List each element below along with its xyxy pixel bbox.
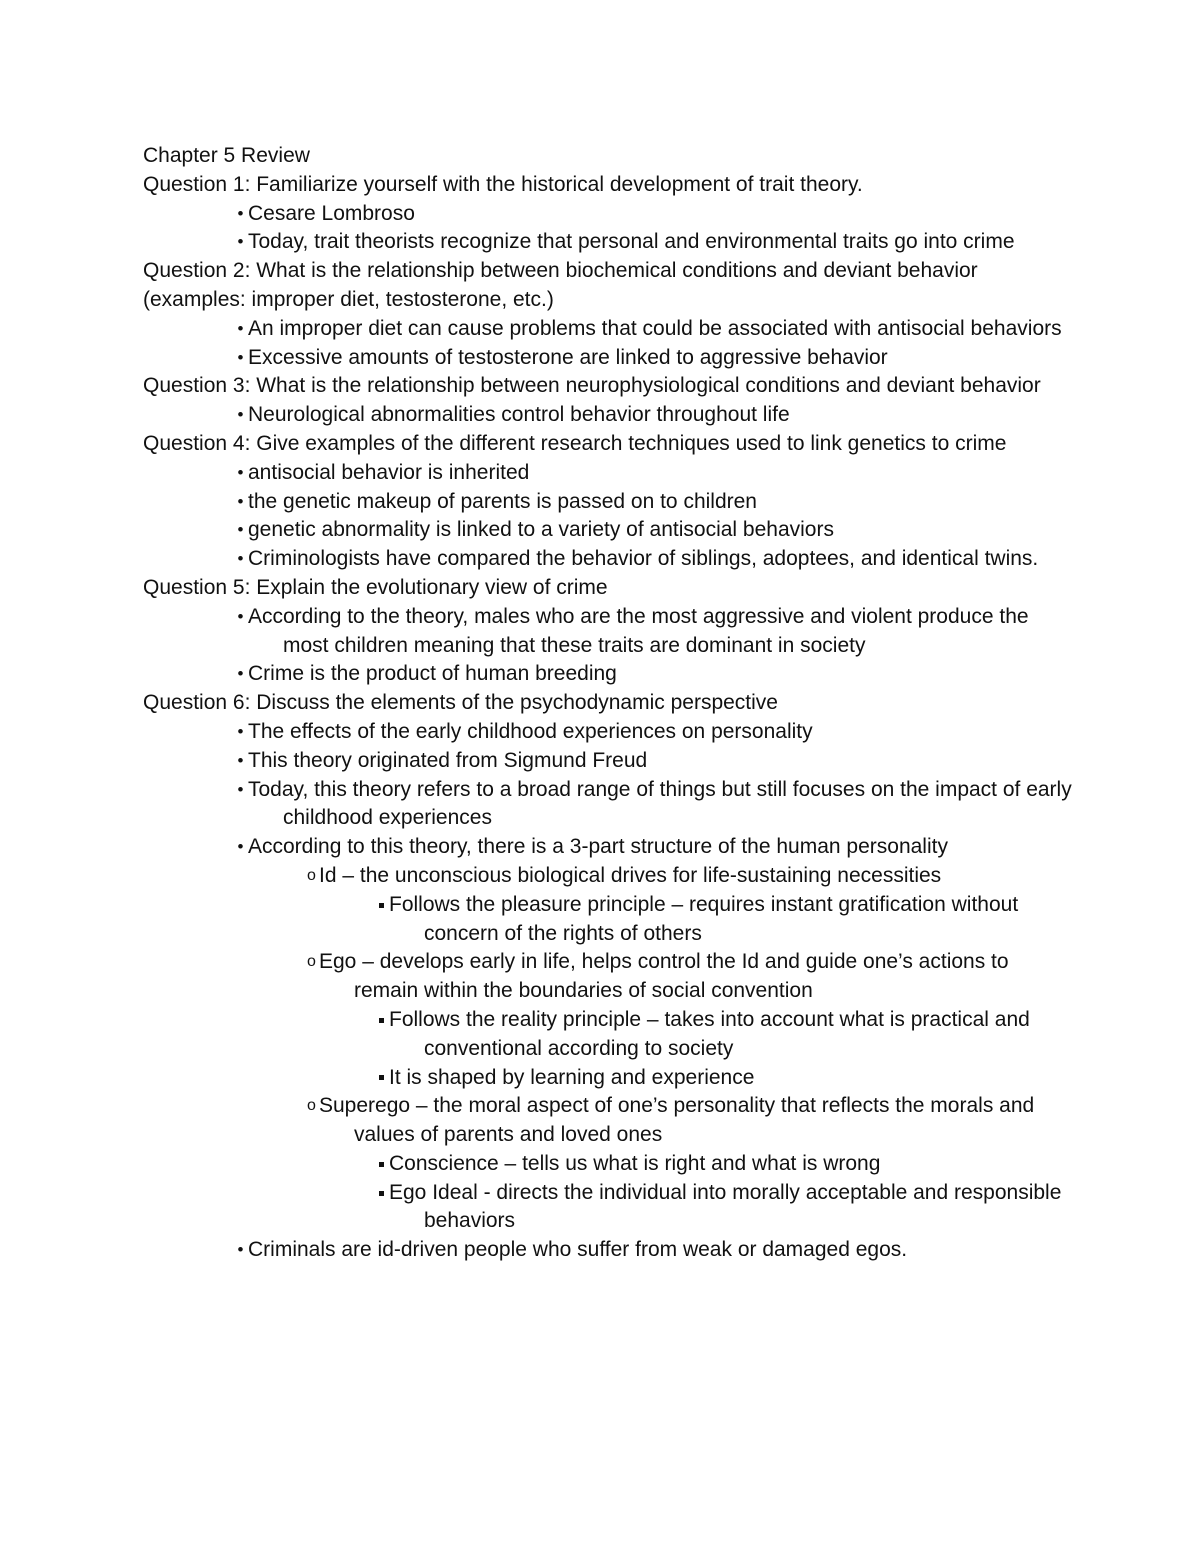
list-item-text: the genetic makeup of parents is passed on to children [248,489,757,513]
bullet-icon: • [237,664,244,684]
sub-sub-list-item-text: Follows the pleasure principle – requires instant gratification without concern of the rights of others [389,892,1019,945]
square-bullet-icon [389,1150,409,1179]
sub-sub-list-item-text: Ego Ideal - directs the individual into morally acceptable and responsible behaviors [389,1180,1062,1233]
bullet-icon: • [237,318,244,338]
document-title: Chapter 5 Review [143,144,310,167]
question-2-heading: Question 2: What is the relationship between biochemical conditions and deviant behavior (examples: improper diet, testosterone, etc.) [143,259,978,311]
list-item [143,516,1073,545]
sub-sub-list-item [143,1179,1073,1237]
list-item [143,228,1073,257]
sub-list-item-text: Id – the unconscious biological drives for life-sustaining necessities [319,863,942,887]
bullet-icon: • [237,462,244,482]
list-item-text: antisocial behavior is inherited [248,460,530,484]
list-item [143,718,1073,747]
circle-bullet-icon: o [307,953,316,971]
sub-sub-list-item-text: It is shaped by learning and experience [389,1065,755,1089]
list-item-text: According to the theory, males who are the most aggressive and violent produce the most children meaning that these traits are dominant in society [248,604,1029,657]
sub-sub-list-item [143,891,1073,949]
sub-list-item [143,948,1073,1006]
list-item-text: Criminals are id-driven people who suffer from weak or damaged egos. [248,1238,908,1262]
circle-bullet-icon: o [307,866,316,884]
list-item [143,833,1073,862]
list-item-text: genetic abnormality is linked to a variety of antisocial behaviors [248,518,834,542]
bullet-icon: • [237,347,244,367]
list-item [143,200,1073,229]
list-item [143,776,1073,834]
list-item-text: An improper diet can cause problems that could be associated with antisocial behaviors [248,316,1062,340]
bullet-icon: • [237,837,244,857]
sub-sub-list-item [143,1064,1073,1093]
list-item [143,747,1073,776]
sub-list-item-text: Ego – develops early in life, helps control the Id and guide one’s actions to remain within the boundaries of social convention [319,950,1009,1003]
bullet-icon: • [237,232,244,252]
list-item-text: Excessive amounts of testosterone are linked to aggressive behavior [248,345,888,369]
list-item [143,660,1073,689]
sub-list-item [143,862,1073,891]
list-item [143,545,1073,574]
square-bullet-icon [389,1179,409,1208]
question-4-heading: Question 4: Give examples of the different research techniques used to link genetics to crime [143,431,1007,455]
square-bullet-icon [389,891,409,920]
question-3-heading: Question 3: What is the relationship between neurophysiological conditions and deviant behavior [143,374,1041,398]
list-item-text: Crime is the product of human breeding [248,662,617,686]
list-item-text: Criminologists have compared the behavior of siblings, adoptees, and identical twins. [248,547,1039,571]
sub-list-item [143,1092,1073,1150]
list-item [143,315,1073,344]
sub-sub-list-item [143,1006,1073,1064]
bullet-icon: • [237,779,244,799]
list-item-text: The effects of the early childhood experiences on personality [248,719,813,743]
list-item-text: According to this theory, there is a 3-part structure of the human personality [248,835,948,859]
list-item [143,401,1073,430]
question-1-heading: Question 1: Familiarize yourself with the historical development of trait theory. [143,172,863,196]
bullet-icon: • [237,721,244,741]
circle-bullet-icon: o [307,1097,316,1115]
square-bullet-icon [389,1064,409,1093]
list-item [143,344,1073,373]
list-item [143,459,1073,488]
bullet-icon: • [237,491,244,511]
bullet-icon: • [237,606,244,626]
bullet-icon: • [237,405,244,425]
list-item-text: Today, this theory refers to a broad range of things but still focuses on the impact of early childhood experiences [248,777,1072,830]
question-5-heading: Question 5: Explain the evolutionary view of crime [143,575,608,599]
square-bullet-icon [389,1006,409,1035]
bullet-icon: • [237,520,244,540]
bullet-icon: • [237,750,244,770]
sub-list-item-text: Superego – the moral aspect of one’s personality that reflects the morals and values of parents and loved ones [319,1094,1035,1147]
question-6-heading: Question 6: Discuss the elements of the psychodynamic perspective [143,691,778,715]
sub-sub-list-item-text: Follows the reality principle – takes into account what is practical and conventional according to society [389,1007,1030,1060]
sub-sub-list-item-text: Conscience – tells us what is right and what is wrong [389,1151,881,1175]
bullet-icon: • [237,203,244,223]
list-item-text: This theory originated from Sigmund Freud [248,748,648,772]
bullet-icon: • [237,1240,244,1260]
list-item-text: Neurological abnormalities control behavior throughout life [248,403,790,427]
list-item-text: Today, trait theorists recognize that personal and environmental traits go into crime [248,230,1015,254]
list-item [143,1236,1073,1265]
sub-sub-list-item [143,1150,1073,1179]
list-item [143,603,1073,661]
document-page [143,142,1073,1265]
list-item [143,488,1073,517]
bullet-icon: • [237,549,244,569]
list-item-text: Cesare Lombroso [248,201,415,225]
